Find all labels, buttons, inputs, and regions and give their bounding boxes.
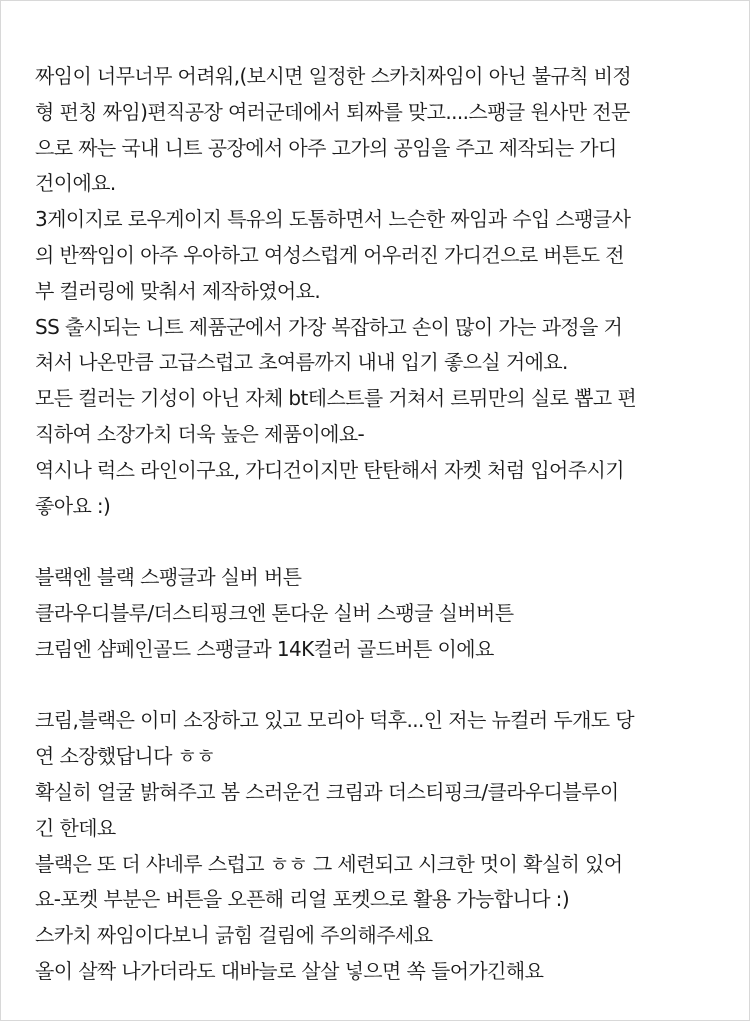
text-line: 크림,블랙은 이미 소장하고 있고 모리아 덕후...인 저는 뉴컬러 두개도 당 <box>35 708 635 733</box>
paragraph-product-description <box>35 59 725 524</box>
text-line: 의 반짝임이 아주 우아하고 여성스럽게 어우러진 가디건으로 버튼도 전 <box>35 242 624 267</box>
text-line: 짜임이 너무너무 어려워,(보시면 일정한 스카치짜임이 아닌 불규칙 비정 <box>35 64 632 88</box>
text-line: 블랙은 또 더 샤네루 스럽고 ㅎㅎ 그 세련되고 시크한 멋이 확실히 있어 <box>35 851 623 876</box>
text-line: 건이에요. <box>35 171 116 196</box>
document-body <box>35 59 725 990</box>
text-line: 부 컬러링에 맞춰서 제작하였어요. <box>35 278 321 303</box>
text-line: 크림엔 샴페인골드 스팽글과 14K컬러 골드버튼 이에요 <box>35 636 494 661</box>
text-line: 긴 한데요 <box>35 815 116 840</box>
text-line: 쳐서 나온만큼 고급스럽고 초여름까지 내내 입기 좋으실 거에요. <box>35 350 568 375</box>
text-line: 클라우디블루/더스티핑크엔 톤다운 실버 스팽글 실버버튼 <box>35 600 514 625</box>
text-line: 직하여 소장가치 더욱 높은 제품이에요- <box>35 421 365 446</box>
text-line: 3게이지로 로우게이지 특유의 도톰하면서 느슨한 짜임과 수입 스팽글사 <box>35 207 631 232</box>
text-line: 좋아요 :) <box>35 493 111 518</box>
text-line: 형 펀칭 짜임)편직공장 여러군데에서 퇴짜를 맞고....스팽글 원사만 전문 <box>35 99 630 124</box>
text-line: 요-포켓 부분은 버튼을 오픈해 리얼 포켓으로 활용 가능합니다 :) <box>35 887 570 912</box>
text-line: 으로 짜는 국내 니트 공장에서 아주 고가의 공임을 주고 제작되는 가디 <box>35 135 617 160</box>
text-line: 연 소장했답니다 ㅎㅎ <box>35 744 215 769</box>
paragraph-spacer <box>35 524 725 560</box>
paragraph-color-options <box>35 560 725 667</box>
paragraph-personal-notes <box>35 703 725 989</box>
text-line: 올이 살짝 나가더라도 대바늘로 살살 넣으면 쏙 들어가긴해요 <box>35 958 544 983</box>
text-line: 확실히 얼굴 밝혀주고 봄 스러운건 크림과 더스티핑크/클라우디블루이 <box>35 779 619 804</box>
text-line: 모든 컬러는 기성이 아닌 자체 bt테스트를 거쳐서 르뮈만의 실로 뽑고 편 <box>35 386 637 411</box>
paragraph-spacer <box>35 668 725 704</box>
text-line: SS 출시되는 니트 제품군에서 가장 복잡하고 손이 많이 가는 과정을 거 <box>35 314 623 339</box>
text-line: 블랙엔 블랙 스팽글과 실버 버튼 <box>35 565 302 590</box>
text-line: 스카치 짜임이다보니 긁힘 걸림에 주의해주세요 <box>35 923 433 948</box>
text-line: 역시나 럭스 라인이구요, 가디건이지만 탄탄해서 자켓 처럼 입어주시기 <box>35 457 624 482</box>
